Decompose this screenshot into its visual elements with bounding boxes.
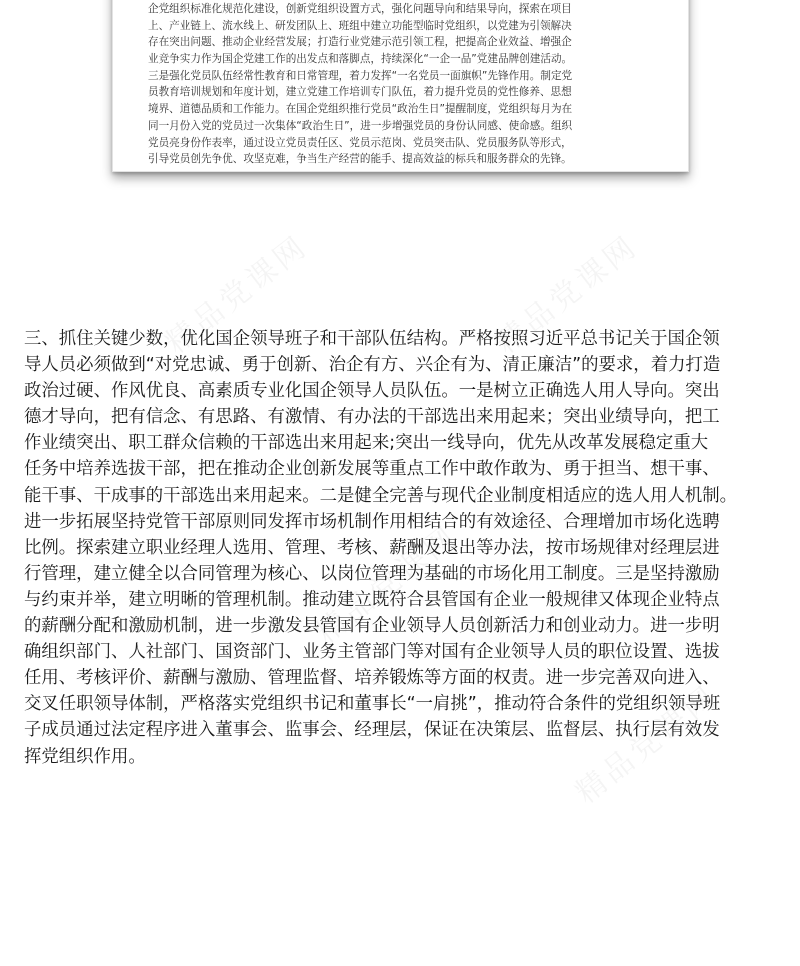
excerpt-card — [112, 0, 689, 172]
excerpt-text: 企党组织标准化规范化建设，创新党组织设置方式，强化问题导向和结果导向，探索在项目 上、产业链上、流水线上、研发团队上、班组中建立功能型临时党组织，以党建为引领解决 存在突出问题、推动企业经营发展；打造行业党建示范引领工程，把提高企业效益、增强企 业竞争实力作为国企党建工作的出发点和落脚点，持续深化“一企一品”党建品牌创建活动。 三是强化党员队伍经常性教育和日常管理，着力发挥“一名党员一面旗帜”先锋作用。制定党 员教育培训规划和年度计划，建立党建工作培训专门队伍，着力提升党员的党性修养、思想 境界、道德品质和工作能力。在国企党组织推行党员“政治生日”提醒制度，党组织每月为在 同一月份入党的党员过一次集体“政治生日”，进一步增强党员的身份认同感、使命感。组织 党员亮身份作表率，通过设立党员责任区、党员示范岗、党员突击队、党员服务队等形式， 引导党员创先争优、攻坚克难，争当生产经营的能手、提高效益的标兵和服务群众的先锋。 — [148, 2, 573, 166]
body-paragraph: 三、抓住关键少数，优化国企领导班子和干部队伍结构。严格按照习近平总书记关于国企领 导人员必须做到“对党忠诚、勇于创新、治企有方、兴企有为、清正廉洁”的要求，着力打造 政治过硬、作风优良、高素质专业化国企领导人员队伍。一是树立正确选人用人导向。突出 德才导向，把有信念、有思路、有激情、有办法的干部选出来用起来；突出业绩导向，把工 作业绩突出、职工群众信赖的干部选出来用起来;突出一线导向，优先从改革发展稳定重大 任务中培养选拔干部，把在推动企业创新发展等重点工作中敢作敢为、勇于担当、想干事、 能干事、干成事的干部选出来用起来。二是健全完善与现代企业制度相适应的选人用人机制。 进一步拓展坚持党管干部原则同发挥市场机制作用相结合的有效途径、合理增加市场化选聘 比例。探索建立职业经理人选用、管理、考核、薪酬及退出等办法，按市场规律对经理层进 行管理，建立健全以合同管理为核心、以岗位管理为基础的市场化用工制度。三是坚持激励 与约束并举，建立明晰的管理机制。推动建立既符合县管国有企业一般规律又体现企业特点 的薪酬分配和激励机制，进一步激发县管国有企业领导人员创新活力和创业动力。进一步明 确组织部门、人社部门、国资部门、业务主管部门等对国有企业领导人员的职位设置、选拔 任用、考核评价、薪酬与激励、管理监督、培养锻炼等方面的权责。进一步完善双向进入、 交叉任职领导体制，严格落实党组织书记和董事长“一肩挑”，推动符合条件的党组织领导班 子成员通过法定程序进入董事会、监事会、经理层，保证在决策层、监督层、执行层有效发 挥党组织作用。 — [24, 329, 738, 767]
